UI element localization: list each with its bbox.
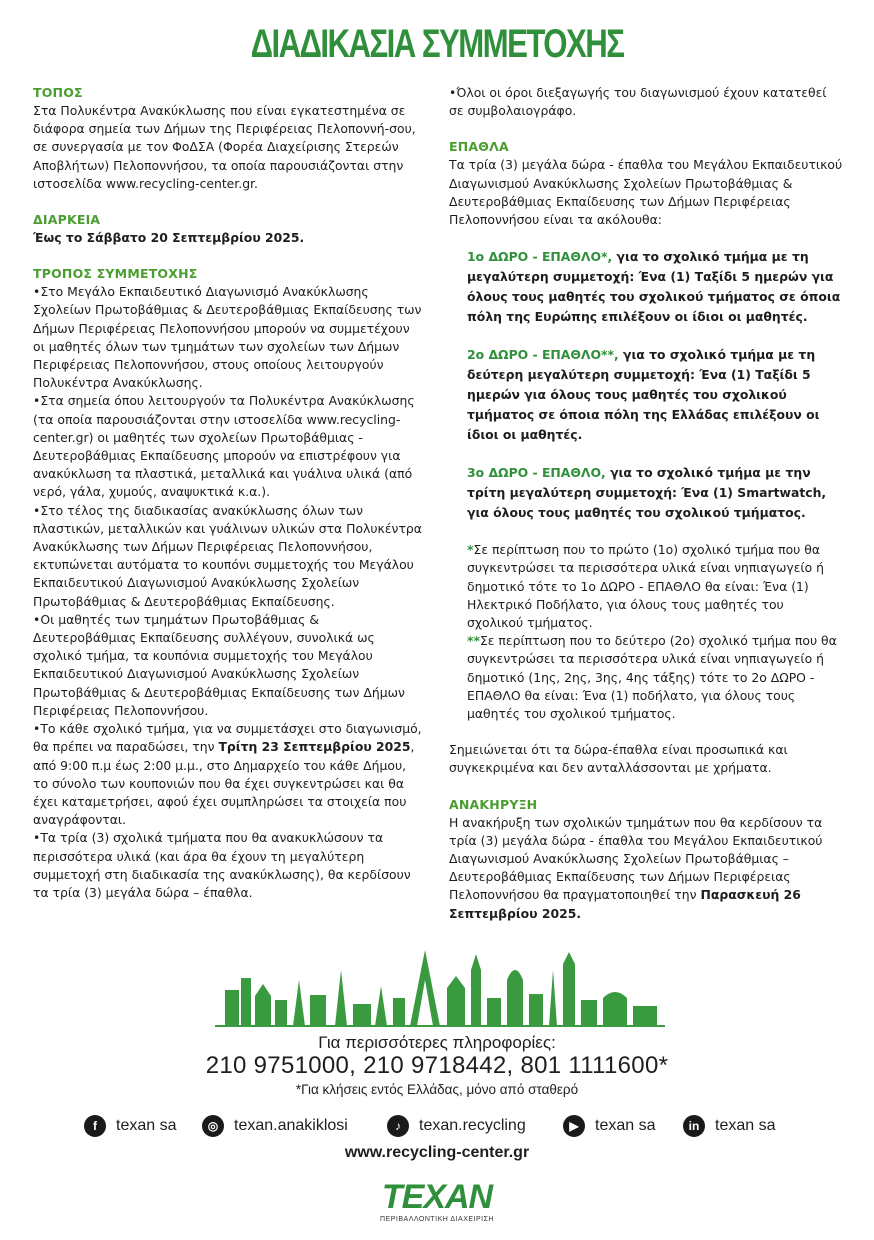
personal-text: Σημειώνεται ότι τα δώρα-έπαθλα είναι προσωπικά και συγκεκριμένα και δεν ανταλλάσσονται με χρήματα. [449,742,788,776]
logo-tagline: ΠΕΡΙΒΑΛΛΟΝΤΙΚΗ ΔΙΑΧΕΙΡΙΣΗ [380,1216,494,1223]
section-heading-anakirixi: ΑΝΑΚΗΡΥΞΗ [449,796,538,812]
bullet-item: • Στο τέλος της διαδικασίας ανακύκλωσης όλων των πλαστικών, μεταλλικών και γυάλινων υλικών στα Πολυκέντρα Ανακύκλωσης των Δήμων Περιφέρειας Πελοποννήσου, εκτυπώνεται αυτόματα το κουπόνι συμμετοχής του Μεγάλου Εκπαιδευτικού Διαγωνισμού Ανακύκλωσης Σχολείων Πρωτοβάθμιας & Δευτεροβάθμιας Εκπαίδευσης. [33,502,425,611]
bullet-item: • Στα σημεία όπου λειτουργούν τα Πολυκέντρα Ανακύκλωσης (τα οποία παρουσιάζονται στην ιστοσελίδα www.recycling-center.gr) οι μαθητές των σχολείων Πρωτοβάθμιας - Δευτεροβάθμιας Εκπαίδευσης μπορούν να επιστρέφουν για ανακύκλωση τα πλαστικά, μεταλλικά και γυάλινα υλικά (από νερό, γάλα, χυμούς, αναψυκτικά κ.α.). [33,392,425,501]
youtube-icon: ▶ [563,1115,585,1137]
linkedin-icon: in [683,1115,705,1137]
prize-1: 1ο ΔΩΡΟ - ΕΠΑΘΛΟ*, για το σχολικό τμήμα με τη μεγαλύτερη συμμετοχή: Ένα (1) Ταξίδι 5 ημερών για όλους τους μαθητές του σχολικού τμήματος σε όποια πόλη της Ευρώπης επιλέξουν οι ίδιοι οι μαθητές. [467,249,841,325]
phone-numbers: 210 9751000, 210 9718442, 801 1111600* [205,1052,669,1079]
epathla-text: Τα τρία (3) μεγάλα δώρα - έπαθλα του Μεγάλου Εκπαιδευτικού Διαγωνισμού Ανακύκλωσης Σχολείων Πρωτοβάθμιας & Δευτεροβάθμιας Εκπαίδευσης των Δήμων Περιφέρειας Πελοποννήσου είναι τα ακόλουθα: [449,157,843,228]
prize-note-2: **Σε περίπτωση που το δεύτερο (2ο) σχολικό τμήμα που θα συγκεντρώσει τα περισσότερα υλικά είναι νηπιαγωγείο ή δημοτικό (1ης, 2ης, 3ης, 4ης τάξης) τότε το 2ο ΔΩΡΟ - ΕΠΑΘΛΟ θα είναι: Ένα (1) ποδήλατο, για όλους τους μαθητές του σχολικού τμήματος. [467,633,837,722]
left-column [33,84,425,902]
instagram-icon: ◎ [202,1115,224,1137]
prize-3: 3ο ΔΩΡΟ - ΕΠΑΘΛΟ, για το σχολικό τμήμα με την τρίτη μεγαλύτερη συμμετοχή: Ένα (1) Smartwatch, για όλους τους μαθητές του σχολικού τμήματος. [467,465,827,521]
prize-2: 2ο ΔΩΡΟ - ΕΠΑΘΛΟ**, για το σχολικό τμήμα με τη δεύτερη μεγαλύτερη συμμετοχή: Ένα (1) Ταξίδι 5 ημερών για όλους τους μαθητές του σχολικού τμήματος σε όποια πόλη της Ελλάδας επιλέξουν οι ίδιοι οι μαθητές. [467,347,820,443]
facebook-icon: f [84,1115,106,1137]
section-heading-diarkeia: ΔΙΑΡΚΕΙΑ [33,212,101,228]
prize-note-1: *Σε περίπτωση που το πρώτο (1ο) σχολικό τμήμα που θα συγκεντρώσει τα περισσότερα υλικά είναι νηπιαγωγείο ή δημοτικό τότε το 1ο ΔΩΡΟ - ΕΠΑΘΛΟ θα είναι: Ένα (1) Ηλεκτρικό Ποδήλατο, για όλους τους μαθητές του σχολικού τμήματος. [467,542,824,631]
social-instagram[interactable]: ◎ texan.anakiklosi [202,1113,348,1139]
bullet-item: • Όλοι οι όροι διεξαγωγής του διαγωνισμού έχουν κατατεθεί σε συμβολαιογράφο. [449,84,843,120]
bullet-item: • Οι μαθητές των τμημάτων Πρωτοβάθμιας & Δευτεροβάθμιας Εκπαίδευσης συλλέγουν, συνολικά ως σχολικό τμήμα, τα κουπόνια συμμετοχής του Μεγάλου Εκπαιδευτικού Διαγωνισμού Ανακύκλωσης Σχολείων Πρωτοβάθμιας & Δευτεροβάθμιας Εκπαίδευσης των Δήμων Περιφέρειας Πελοποννήσου. [33,611,425,720]
social-linkedin[interactable]: in texan sa [683,1113,775,1139]
diarkeia-text: Έως το Σάββατο 20 Σεπτεμβρίου 2025. [33,230,305,246]
bullet-item: • Τα τρία (3) σχολικά τμήματα που θα ανακυκλώσουν τα περισσότερα υλικά (και άρα θα έχουν τη μεγαλύτερη συμμετοχή στη διαδικασία της ανακύκλωσης), θα κερδίσουν τα τρία (3) μεγάλα δώρα – έπαθλα. [33,829,425,902]
social-youtube[interactable]: ▶ texan sa [563,1113,655,1139]
section-heading-epathla: ΕΠΑΘΛΑ [449,139,509,155]
announcement-date: Παρασκευή 26 Σεπτεμβρίου 2025. [449,887,801,921]
anakirixi-text: Η ανακήρυξη των σχολικών τμημάτων που θα κερδίσουν τα τρία (3) μεγάλα δώρα - έπαθλα του Μεγάλου Εκπαιδευτικού Διαγωνισμού Ανακύκλωσης Σχολείων Πρωτοβάθμιας – Δευτεροβάθμιας Εκπαίδευσης των Δήμων Περιφέρειας Πελοποννήσου θα πραγματοποιηθεί την Παρασκευή 26 Σεπτεμβρίου 2025. [449,814,823,921]
page-title: ΔΙΑΔΙΚΑΣΙΑ ΣΥΜΜΕΤΟΧΗΣ [250,22,624,66]
section-heading-tropos: ΤΡΟΠΟΣ ΣΥΜΜΕΤΟΧΗΣ [33,266,198,282]
texan-logo [0,1180,874,1223]
phone-note: *Για κλήσεις εντός Ελλάδας, μόνο από σταθερό [295,1082,579,1097]
bullet-item: • Στο Μεγάλο Εκπαιδευτικό Διαγωνισμό Ανακύκλωσης Σχολείων Πρωτοβάθμιας & Δευτεροβάθμιας Εκπαίδευσης των Δήμων Περιφέρειας Πελοποννήσου μπορούν να συμμετέχουν οι μαθητές όλων των τμημάτων των σχολείων των Δήμων Περιφέρειας Πελοποννήσου, στους οποίους λειτουργούν Πολυκέντρα Ανακύκλωσης. [33,283,425,392]
right-column [449,84,843,923]
section-heading-topos: ΤΟΠΟΣ [33,85,83,100]
city-skyline-illustration [215,940,665,1028]
topos-text: Στα Πολυκέντρα Ανακύκλωσης που είναι εγκατεστημένα σε διάφορα σημεία των Δήμων της Περιφέρειας Πελοποννή-σου, σε συνεργασία με τον ΦοΔΣΑ (Φορέα Διαχείρισης Στερεών Αποβλήτων) Πελοποννήσου, τα οποία παρουσιάζονται στην ιστοσελίδα www.recycling-center.gr. [33,103,416,191]
deadline-date: Τρίτη 23 Σεπτεμβρίου 2025 [218,739,411,755]
website-link[interactable]: www.recycling-center.gr [344,1144,530,1161]
tiktok-icon: ♪ [387,1115,409,1137]
logo-wordmark: ΤΕΧΑΝ [381,1178,493,1216]
social-tiktok[interactable]: ♪ texan.recycling [387,1113,526,1139]
info-label: Για περισσότερες πληροφορίες: [318,1033,556,1052]
social-facebook[interactable]: f texan sa [84,1113,176,1139]
bullet-item: • Το κάθε σχολικό τμήμα, για να συμμετάσχει στο διαγωνισμό, θα πρέπει να παραδώσει, την Τρίτη 23 Σεπτεμβρίου 2025, από 9:00 π.μ έως 2:00 μ.μ., στο Δημαρχείο του κάθε Δήμου, το σύνολο των κουπονιών που θα έχει συγκεντρώσει και θα έχει καταμετρήσει, αφού έχει συμπληρώσει τα στοιχεία που αναγράφονται. [33,720,425,829]
